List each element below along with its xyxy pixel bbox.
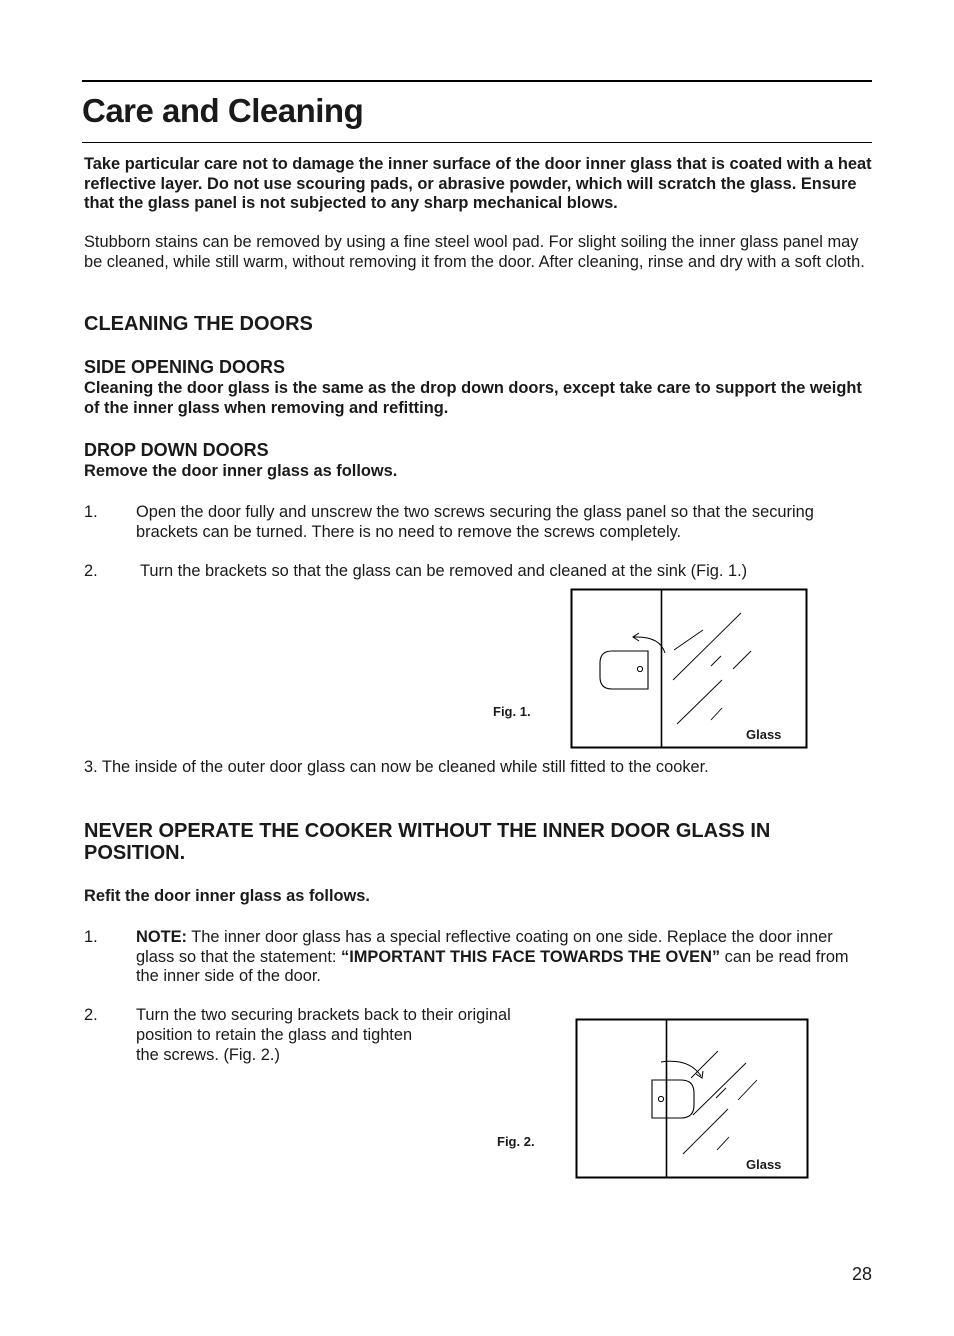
note-text-a: The inner door glass has a special reflective coating on one side. Replace the door inner glass so that the statement: bbox=[136, 928, 833, 966]
fig1-door-frame bbox=[572, 590, 807, 748]
refit-step-2-line-2: position to retain the glass and tighten bbox=[136, 1026, 413, 1044]
fig2-caption: Fig. 2. bbox=[497, 1134, 535, 1149]
fig2-reflection bbox=[738, 1080, 757, 1100]
remove-step-3: 3. The inside of the outer door glass can now be cleaned while still fitted to the cooker. bbox=[84, 758, 709, 776]
refit-step-2-line-3: the screws. (Fig. 2.) bbox=[136, 1046, 280, 1064]
cleaning-doors-heading: CLEANING THE DOORS bbox=[84, 313, 313, 335]
fig2-reflection bbox=[717, 1137, 729, 1150]
refit-step-2-number: 2. bbox=[84, 1006, 98, 1024]
fig2-reflection bbox=[693, 1063, 746, 1115]
note-text-b: can be read from the inner side of the door. bbox=[136, 947, 849, 986]
remove-step-2-number: 2. bbox=[84, 562, 98, 580]
oven-statement: “IMPORTANT THIS FACE TOWARDS THE OVEN” bbox=[341, 947, 721, 966]
page-number: 28 bbox=[851, 1264, 872, 1284]
refit-step-1-text bbox=[136, 928, 866, 987]
fig1-reflection bbox=[711, 656, 721, 666]
fig2-door-frame bbox=[577, 1020, 808, 1178]
care-body: Stubborn stains can be removed by using a fine steel wool pad. For slight soiling the inner glass panel may be cleaned, while still warm, without removing it from the door. After cleaning, rinse and dry with a soft cloth. bbox=[84, 233, 865, 271]
fig2-reflection bbox=[716, 1088, 726, 1098]
drop-down-heading: DROP DOWN DOORS bbox=[84, 440, 269, 460]
side-opening-heading: SIDE OPENING DOORS bbox=[84, 357, 286, 377]
page-title: Care and Cleaning bbox=[82, 92, 364, 129]
fig2-glass-label: Glass bbox=[746, 1157, 782, 1172]
remove-step-2-text: Turn the brackets so that the glass can be removed and cleaned at the sink (Fig. 1.) bbox=[140, 562, 748, 580]
remove-step-1-text: Open the door fully and unscrew the two screws securing the glass panel so that the securing brackets can be turned. There is no need to remove the screws completely. bbox=[136, 503, 814, 541]
refit-step-1-number: 1. bbox=[84, 928, 98, 946]
title-rule bbox=[82, 142, 872, 143]
fig1-reflection bbox=[711, 708, 722, 720]
fig1-reflection bbox=[677, 680, 722, 724]
fig2-screw bbox=[658, 1096, 663, 1101]
side-opening-text: Cleaning the door glass is the same as the drop down doors, except take care to support the weight of the inner glass when removing and refitting. bbox=[84, 379, 862, 417]
fig1-reflection bbox=[674, 630, 703, 650]
note-label: NOTE: bbox=[136, 928, 187, 946]
drop-down-subheading: Remove the door inner glass as follows. bbox=[84, 462, 398, 480]
fig2-reflection bbox=[691, 1051, 718, 1078]
fig1-diagram bbox=[570, 588, 808, 750]
top-rule bbox=[82, 80, 872, 82]
never-operate-warning: NEVER OPERATE THE COOKER WITHOUT THE INNER DOOR GLASS IN POSITION. bbox=[84, 820, 771, 864]
fig1-screw bbox=[637, 666, 642, 671]
refit-subheading: Refit the door inner glass as follows. bbox=[84, 887, 370, 905]
fig2-diagram bbox=[575, 1018, 809, 1180]
fig1-glass-label: Glass bbox=[746, 727, 782, 742]
refit-step-2-line-1: Turn the two securing brackets back to their original bbox=[136, 1006, 511, 1024]
fig1-reflection bbox=[733, 651, 751, 669]
fig1-reflection bbox=[673, 613, 741, 680]
care-warning: Take particular care not to damage the inner surface of the door inner glass that is coated with a heat reflective layer. Do not use scouring pads, or abrasive powder, which will scratch the glass. Ensure that the glass panel is not subjected to any sharp mechanical blows. bbox=[84, 155, 872, 213]
fig1-bracket bbox=[600, 651, 648, 689]
fig1-caption: Fig. 1. bbox=[493, 704, 531, 719]
remove-step-1-number: 1. bbox=[84, 503, 98, 521]
